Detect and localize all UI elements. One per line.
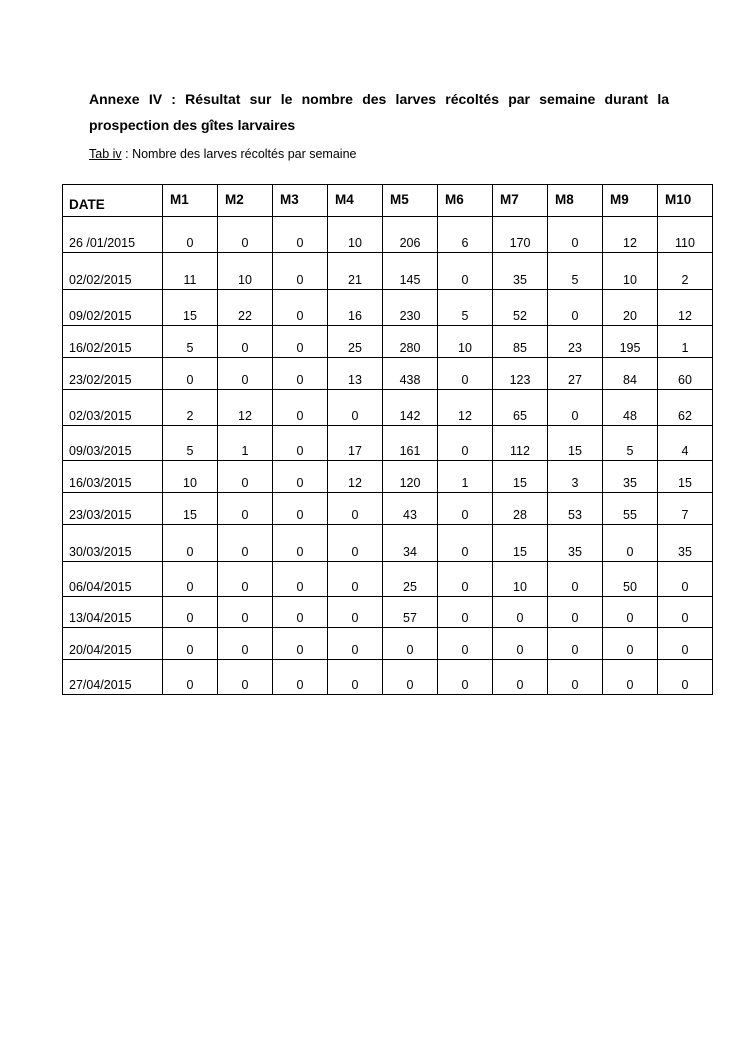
cell-m10: 2 (658, 253, 713, 290)
cell-m9: 35 (603, 461, 658, 493)
cell-m10: 15 (658, 461, 713, 493)
cell-m6: 0 (438, 426, 493, 461)
cell-m2: 0 (218, 358, 273, 390)
cell-m6: 10 (438, 326, 493, 358)
row-date-cell: 09/03/2015 (63, 426, 163, 461)
row-date-cell: 27/04/2015 (63, 660, 163, 695)
cell-m10: 12 (658, 290, 713, 326)
cell-m4: 12 (328, 461, 383, 493)
table-row (63, 390, 713, 426)
cell-m1: 5 (163, 326, 218, 358)
cell-m6: 1 (438, 461, 493, 493)
cell-m1: 15 (163, 290, 218, 326)
header-m8: M8 (548, 185, 603, 217)
row-date-cell: 23/02/2015 (63, 358, 163, 390)
table-caption-ref: Tab iv (89, 147, 122, 161)
cell-m8: 0 (548, 660, 603, 695)
cell-m6: 0 (438, 253, 493, 290)
cell-m3: 0 (273, 290, 328, 326)
cell-m10: 0 (658, 597, 713, 628)
cell-m6: 6 (438, 217, 493, 253)
cell-m3: 0 (273, 326, 328, 358)
cell-m8: 0 (548, 628, 603, 660)
row-date-cell: 16/03/2015 (63, 461, 163, 493)
annex-heading-line-1: Annexe IV : Résultat sur le nombre des larves récoltés par semaine durant la (89, 91, 669, 107)
cell-m2: 0 (218, 660, 273, 695)
cell-m1: 0 (163, 660, 218, 695)
cell-m3: 0 (273, 562, 328, 597)
cell-m2: 22 (218, 290, 273, 326)
cell-m8: 35 (548, 525, 603, 562)
cell-m6: 5 (438, 290, 493, 326)
cell-m5: 438 (383, 358, 438, 390)
cell-m1: 11 (163, 253, 218, 290)
header-m7: M7 (493, 185, 548, 217)
table-row (63, 660, 713, 695)
cell-m5: 206 (383, 217, 438, 253)
table-caption-text: : Nombre des larves récoltés par semaine (121, 147, 357, 161)
cell-m3: 0 (273, 253, 328, 290)
cell-m3: 0 (273, 493, 328, 525)
cell-m5: 161 (383, 426, 438, 461)
table-header-row (63, 185, 713, 217)
cell-m4: 25 (328, 326, 383, 358)
row-date-cell: 02/02/2015 (63, 253, 163, 290)
cell-m7: 123 (493, 358, 548, 390)
cell-m4: 0 (328, 525, 383, 562)
cell-m4: 16 (328, 290, 383, 326)
cell-m5: 34 (383, 525, 438, 562)
cell-m5: 25 (383, 562, 438, 597)
table-row (63, 326, 713, 358)
header-m1: M1 (163, 185, 218, 217)
cell-m5: 0 (383, 660, 438, 695)
cell-m10: 7 (658, 493, 713, 525)
cell-m10: 60 (658, 358, 713, 390)
cell-m5: 120 (383, 461, 438, 493)
cell-m2: 0 (218, 217, 273, 253)
table-body (63, 217, 713, 695)
row-date-cell: 30/03/2015 (63, 525, 163, 562)
cell-m2: 0 (218, 525, 273, 562)
table-row (63, 628, 713, 660)
cell-m9: 12 (603, 217, 658, 253)
cell-m9: 10 (603, 253, 658, 290)
table-row (63, 562, 713, 597)
cell-m3: 0 (273, 525, 328, 562)
cell-m10: 0 (658, 628, 713, 660)
cell-m2: 0 (218, 628, 273, 660)
cell-m6: 0 (438, 493, 493, 525)
row-date-cell: 26 /01/2015 (63, 217, 163, 253)
cell-m7: 0 (493, 597, 548, 628)
table-row (63, 525, 713, 562)
cell-m7: 28 (493, 493, 548, 525)
table-row (63, 217, 713, 253)
cell-m2: 0 (218, 461, 273, 493)
cell-m8: 27 (548, 358, 603, 390)
header-m10: M10 (658, 185, 713, 217)
header-m4: M4 (328, 185, 383, 217)
cell-m10: 62 (658, 390, 713, 426)
cell-m9: 48 (603, 390, 658, 426)
cell-m3: 0 (273, 390, 328, 426)
cell-m9: 0 (603, 628, 658, 660)
cell-m8: 53 (548, 493, 603, 525)
table-row (63, 426, 713, 461)
cell-m1: 0 (163, 562, 218, 597)
cell-m10: 0 (658, 562, 713, 597)
cell-m2: 12 (218, 390, 273, 426)
cell-m1: 0 (163, 628, 218, 660)
cell-m10: 4 (658, 426, 713, 461)
cell-m5: 145 (383, 253, 438, 290)
cell-m1: 0 (163, 217, 218, 253)
table-caption (89, 147, 356, 161)
cell-m6: 0 (438, 358, 493, 390)
cell-m7: 85 (493, 326, 548, 358)
cell-m4: 0 (328, 390, 383, 426)
cell-m2: 0 (218, 597, 273, 628)
cell-m5: 0 (383, 628, 438, 660)
cell-m7: 112 (493, 426, 548, 461)
cell-m9: 55 (603, 493, 658, 525)
header-date: DATE (63, 185, 163, 217)
cell-m5: 43 (383, 493, 438, 525)
table-row (63, 461, 713, 493)
cell-m5: 142 (383, 390, 438, 426)
table-row (63, 597, 713, 628)
header-m3: M3 (273, 185, 328, 217)
cell-m4: 13 (328, 358, 383, 390)
cell-m4: 0 (328, 660, 383, 695)
cell-m1: 0 (163, 358, 218, 390)
row-date-cell: 09/02/2015 (63, 290, 163, 326)
cell-m1: 0 (163, 597, 218, 628)
cell-m7: 10 (493, 562, 548, 597)
cell-m1: 5 (163, 426, 218, 461)
cell-m1: 15 (163, 493, 218, 525)
cell-m5: 57 (383, 597, 438, 628)
cell-m7: 52 (493, 290, 548, 326)
cell-m9: 84 (603, 358, 658, 390)
cell-m2: 0 (218, 493, 273, 525)
cell-m3: 0 (273, 358, 328, 390)
cell-m4: 0 (328, 597, 383, 628)
cell-m9: 5 (603, 426, 658, 461)
header-m5: M5 (383, 185, 438, 217)
cell-m3: 0 (273, 628, 328, 660)
cell-m6: 0 (438, 628, 493, 660)
cell-m8: 5 (548, 253, 603, 290)
annex-heading (89, 86, 669, 138)
cell-m9: 0 (603, 597, 658, 628)
cell-m8: 0 (548, 562, 603, 597)
row-date-cell: 23/03/2015 (63, 493, 163, 525)
cell-m7: 65 (493, 390, 548, 426)
table-row (63, 290, 713, 326)
row-date-cell: 20/04/2015 (63, 628, 163, 660)
cell-m8: 0 (548, 217, 603, 253)
cell-m3: 0 (273, 217, 328, 253)
cell-m4: 0 (328, 628, 383, 660)
cell-m10: 110 (658, 217, 713, 253)
cell-m8: 15 (548, 426, 603, 461)
cell-m1: 0 (163, 525, 218, 562)
annex-heading-line-2: prospection des gîtes larvaires (89, 117, 296, 133)
cell-m7: 15 (493, 461, 548, 493)
cell-m8: 0 (548, 390, 603, 426)
cell-m6: 12 (438, 390, 493, 426)
row-date-cell: 06/04/2015 (63, 562, 163, 597)
cell-m10: 0 (658, 660, 713, 695)
cell-m2: 10 (218, 253, 273, 290)
cell-m9: 50 (603, 562, 658, 597)
cell-m1: 10 (163, 461, 218, 493)
cell-m7: 15 (493, 525, 548, 562)
row-date-cell: 16/02/2015 (63, 326, 163, 358)
cell-m8: 3 (548, 461, 603, 493)
cell-m4: 10 (328, 217, 383, 253)
cell-m6: 0 (438, 525, 493, 562)
cell-m8: 0 (548, 597, 603, 628)
row-date-cell: 13/04/2015 (63, 597, 163, 628)
cell-m3: 0 (273, 660, 328, 695)
header-m2: M2 (218, 185, 273, 217)
cell-m4: 17 (328, 426, 383, 461)
cell-m1: 2 (163, 390, 218, 426)
cell-m8: 0 (548, 290, 603, 326)
cell-m8: 23 (548, 326, 603, 358)
cell-m5: 280 (383, 326, 438, 358)
cell-m9: 0 (603, 660, 658, 695)
cell-m10: 35 (658, 525, 713, 562)
cell-m3: 0 (273, 426, 328, 461)
cell-m10: 1 (658, 326, 713, 358)
cell-m3: 0 (273, 461, 328, 493)
cell-m2: 1 (218, 426, 273, 461)
cell-m2: 0 (218, 562, 273, 597)
cell-m6: 0 (438, 660, 493, 695)
cell-m7: 170 (493, 217, 548, 253)
header-m9: M9 (603, 185, 658, 217)
cell-m4: 21 (328, 253, 383, 290)
cell-m6: 0 (438, 597, 493, 628)
cell-m7: 35 (493, 253, 548, 290)
cell-m7: 0 (493, 628, 548, 660)
cell-m9: 20 (603, 290, 658, 326)
table-row (63, 493, 713, 525)
cell-m4: 0 (328, 493, 383, 525)
row-date-cell: 02/03/2015 (63, 390, 163, 426)
cell-m4: 0 (328, 562, 383, 597)
larvae-table (62, 184, 713, 695)
cell-m3: 0 (273, 597, 328, 628)
header-m6: M6 (438, 185, 493, 217)
table-row (63, 253, 713, 290)
cell-m5: 230 (383, 290, 438, 326)
cell-m2: 0 (218, 326, 273, 358)
cell-m6: 0 (438, 562, 493, 597)
table-row (63, 358, 713, 390)
cell-m7: 0 (493, 660, 548, 695)
cell-m9: 195 (603, 326, 658, 358)
cell-m9: 0 (603, 525, 658, 562)
